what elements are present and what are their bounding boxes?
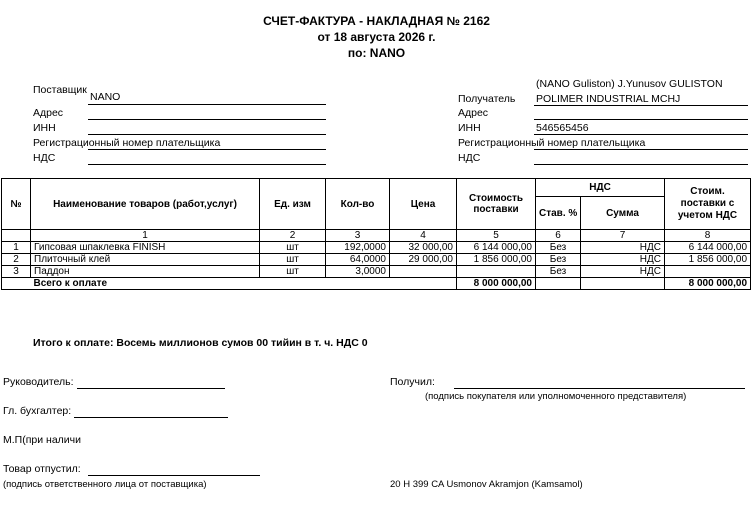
footer-code: 20 H 399 CA Usmonov Akramjon (Kamsamol) [390, 479, 583, 490]
row-number: 2 [2, 254, 31, 266]
supplier-inn-label: ИНН [33, 122, 56, 134]
total-label: Всего к оплате [31, 278, 457, 290]
row-cost: 6 144 000,00 [457, 242, 536, 254]
supplier-nds-underline [88, 164, 326, 165]
col-header-sum: Сумма [581, 197, 665, 230]
supplier-address-label: Адрес [33, 107, 64, 119]
recipient-label: Получатель [458, 93, 516, 105]
released-signature-line [88, 475, 260, 476]
director-label: Руководитель: [3, 376, 74, 388]
recipient-reg-underline [534, 149, 748, 150]
col-header-rate: Став. % [536, 197, 581, 230]
row-price: 29 000,00 [390, 254, 457, 266]
recipient-underline [534, 105, 748, 106]
col-number: 5 [457, 230, 536, 242]
row-name: Плиточный клей [31, 254, 260, 266]
recipient-inn-label: ИНН [458, 122, 481, 134]
invoice-table [1, 178, 751, 290]
col-number: 4 [390, 230, 457, 242]
accountant-signature-line [74, 417, 228, 418]
supplier-underline [88, 104, 326, 105]
row-total: 6 144 000,00 [665, 242, 751, 254]
row-name: Паддон [31, 266, 260, 278]
stamp-label: М.П(при наличи [3, 434, 81, 446]
col-number: 8 [665, 230, 751, 242]
recipient-reg-label: Регистрационный номер плательщика [458, 137, 646, 149]
col-header-price: Цена [390, 179, 457, 230]
table-row [2, 254, 751, 266]
row-name: Гипсовая шпаклевка FINISH [31, 242, 260, 254]
row-rate: Без [536, 242, 581, 254]
col-header-nds: НДС [536, 179, 665, 197]
released-label: Товар отпустил: [3, 463, 81, 475]
row-qty: 64,0000 [326, 254, 390, 266]
col-header-qty: Кол-во [326, 179, 390, 230]
supplier-reg-underline [88, 149, 326, 150]
col-header-total-nds: Стоим. поставки с учетом НДС [665, 179, 751, 230]
director-signature-line [77, 388, 225, 389]
released-note: (подпись ответственного лица от поставщика) [3, 479, 207, 490]
supplier-inn-underline [88, 134, 326, 135]
row-unit: шт [260, 266, 326, 278]
recipient-nds-underline [534, 164, 748, 165]
document-title: СЧЕТ-ФАКТУРА - НАКЛАДНАЯ № 2162 [263, 14, 490, 28]
recipient-address-label: Адрес [458, 107, 489, 119]
col-number: 2 [260, 230, 326, 242]
col-header-cost: Стоимость поставки [457, 179, 536, 230]
table-row [2, 242, 751, 254]
recipient-address-underline [534, 119, 748, 120]
row-unit: шт [260, 254, 326, 266]
received-signature-line [454, 388, 745, 389]
recipient-value-line2: POLIMER INDUSTRIAL MCHJ [536, 93, 681, 105]
column-numbers-row [2, 230, 751, 242]
accountant-label: Гл. бухгалтер: [3, 405, 72, 417]
row-rate: Без [536, 266, 581, 278]
row-sum: НДС [581, 242, 665, 254]
supplier-reg-label: Регистрационный номер плательщика [33, 137, 221, 149]
recipient-inn-underline [534, 134, 748, 135]
row-qty: 3,0000 [326, 266, 390, 278]
supplier-address-underline [88, 119, 326, 120]
row-rate: Без [536, 254, 581, 266]
table-row [2, 266, 751, 278]
recipient-value-line1: (NANO Guliston) J.Yunusov GULISTON [536, 78, 723, 90]
row-sum: НДС [581, 266, 665, 278]
supplier-value: NANO [90, 91, 121, 103]
row-cost: 1 856 000,00 [457, 254, 536, 266]
total-with-nds: 8 000 000,00 [665, 278, 751, 290]
row-cost [457, 266, 536, 278]
amount-in-words: Итого к оплате: Восемь миллионов сумов 00 тийин в т. ч. НДС 0 [33, 337, 368, 349]
row-qty: 192,0000 [326, 242, 390, 254]
col-header-name: Наименование товаров (работ,услуг) [31, 179, 260, 230]
col-number: 7 [581, 230, 665, 242]
row-total [665, 266, 751, 278]
supplier-nds-label: НДС [33, 152, 56, 164]
row-number: 3 [2, 266, 31, 278]
col-number: 3 [326, 230, 390, 242]
total-row [2, 278, 751, 290]
received-note: (подпись покупателя или уполномоченного представителя) [425, 391, 687, 402]
document-date: от 18 августа 2026 г. [317, 30, 436, 44]
total-cost: 8 000 000,00 [457, 278, 536, 290]
recipient-nds-label: НДС [458, 152, 481, 164]
row-unit: шт [260, 242, 326, 254]
row-total: 1 856 000,00 [665, 254, 751, 266]
col-number: 6 [536, 230, 581, 242]
recipient-inn-value: 546565456 [536, 122, 589, 134]
document-basis: по: NANO [347, 46, 406, 60]
row-price [390, 266, 457, 278]
col-header-no: № [2, 179, 31, 230]
col-header-unit: Ед. изм [260, 179, 326, 230]
row-price: 32 000,00 [390, 242, 457, 254]
col-number: 1 [31, 230, 260, 242]
received-label: Получил: [390, 376, 435, 388]
row-number: 1 [2, 242, 31, 254]
supplier-label: Поставщик [33, 84, 87, 96]
row-sum: НДС [581, 254, 665, 266]
